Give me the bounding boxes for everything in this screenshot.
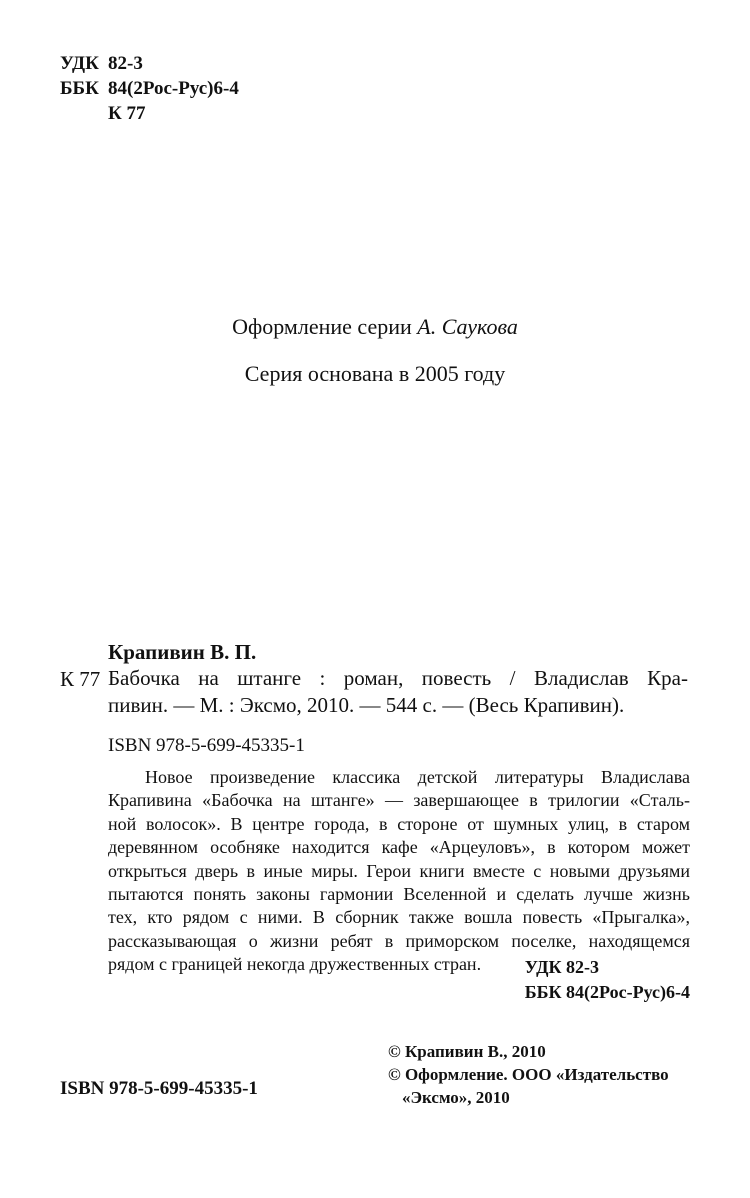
annotation-line: Новое произведение классика детской литературы Владислава: [145, 767, 690, 787]
copyright-design: © Оформление. ООО «Издательство: [388, 1065, 669, 1084]
author-heading: Крапивин В. П.: [108, 640, 257, 664]
isbn-card: ISBN 978-5-699-45335-1: [108, 735, 305, 756]
annotation-line: деревянном особняке находится кафе «Арцеуловъ», в котором может: [108, 837, 690, 858]
bbk-label: ББК: [60, 78, 99, 99]
annotation: [108, 766, 690, 977]
udk-label: УДК: [60, 53, 99, 74]
annotation-line: Крапивина «Бабочка на штанге» — завершающее в трилогии «Сталь-: [108, 790, 690, 811]
annotation-line: тех, кто рядом с ними. В сборник также вошла повесть «Прыгалка»,: [108, 907, 690, 928]
series-founded: Серия основана в 2005 году: [244, 361, 506, 386]
series-design-author: А. Саукова: [417, 314, 518, 339]
card-udk: УДК 82-3: [524, 957, 600, 977]
annotation-line: рассказывающая о жизни ребят в приморском поселке, находящемся: [108, 930, 690, 951]
annotation-line: пытаются понять законы гармонии Вселенной и сделать лучше жизнь: [108, 884, 690, 905]
annotation-line: открыться дверь в иные миры. Герои книги вместе с новыми друзьями: [108, 860, 690, 881]
bib-description-line-1: Бабочка на штанге : роман, повесть / Владислав Кра-: [108, 666, 688, 690]
card-bbk: ББК 84(2Рос-Рус)6-4: [524, 982, 690, 1002]
annotation-line: ной волосок». В центре города, в стороне от шумных улиц, в старом: [108, 813, 690, 834]
copyright-author: © Крапивин В., 2010: [388, 1042, 546, 1061]
bbk-value: 84(2Рос-Рус)6-4: [108, 78, 239, 99]
card-classification: [525, 955, 690, 1005]
udk-value: 82-3: [108, 53, 143, 74]
bib-description-line-2: пивин. — М. : Эксмо, 2010. — 544 с. — (Весь Крапивин).: [108, 693, 625, 717]
series-design-prefix: Оформление серии: [232, 314, 418, 339]
copyright-block: [388, 1040, 669, 1109]
author-mark-top: К 77: [108, 103, 146, 124]
annotation-line: рядом с границей некогда дружественных стран.: [108, 954, 482, 975]
series-design-line: [0, 314, 750, 340]
copyright-publisher: «Эксмо», 2010: [402, 1088, 510, 1107]
author-mark: К 77: [60, 667, 101, 691]
isbn-bottom: ISBN 978-5-699-45335-1: [60, 1078, 258, 1099]
